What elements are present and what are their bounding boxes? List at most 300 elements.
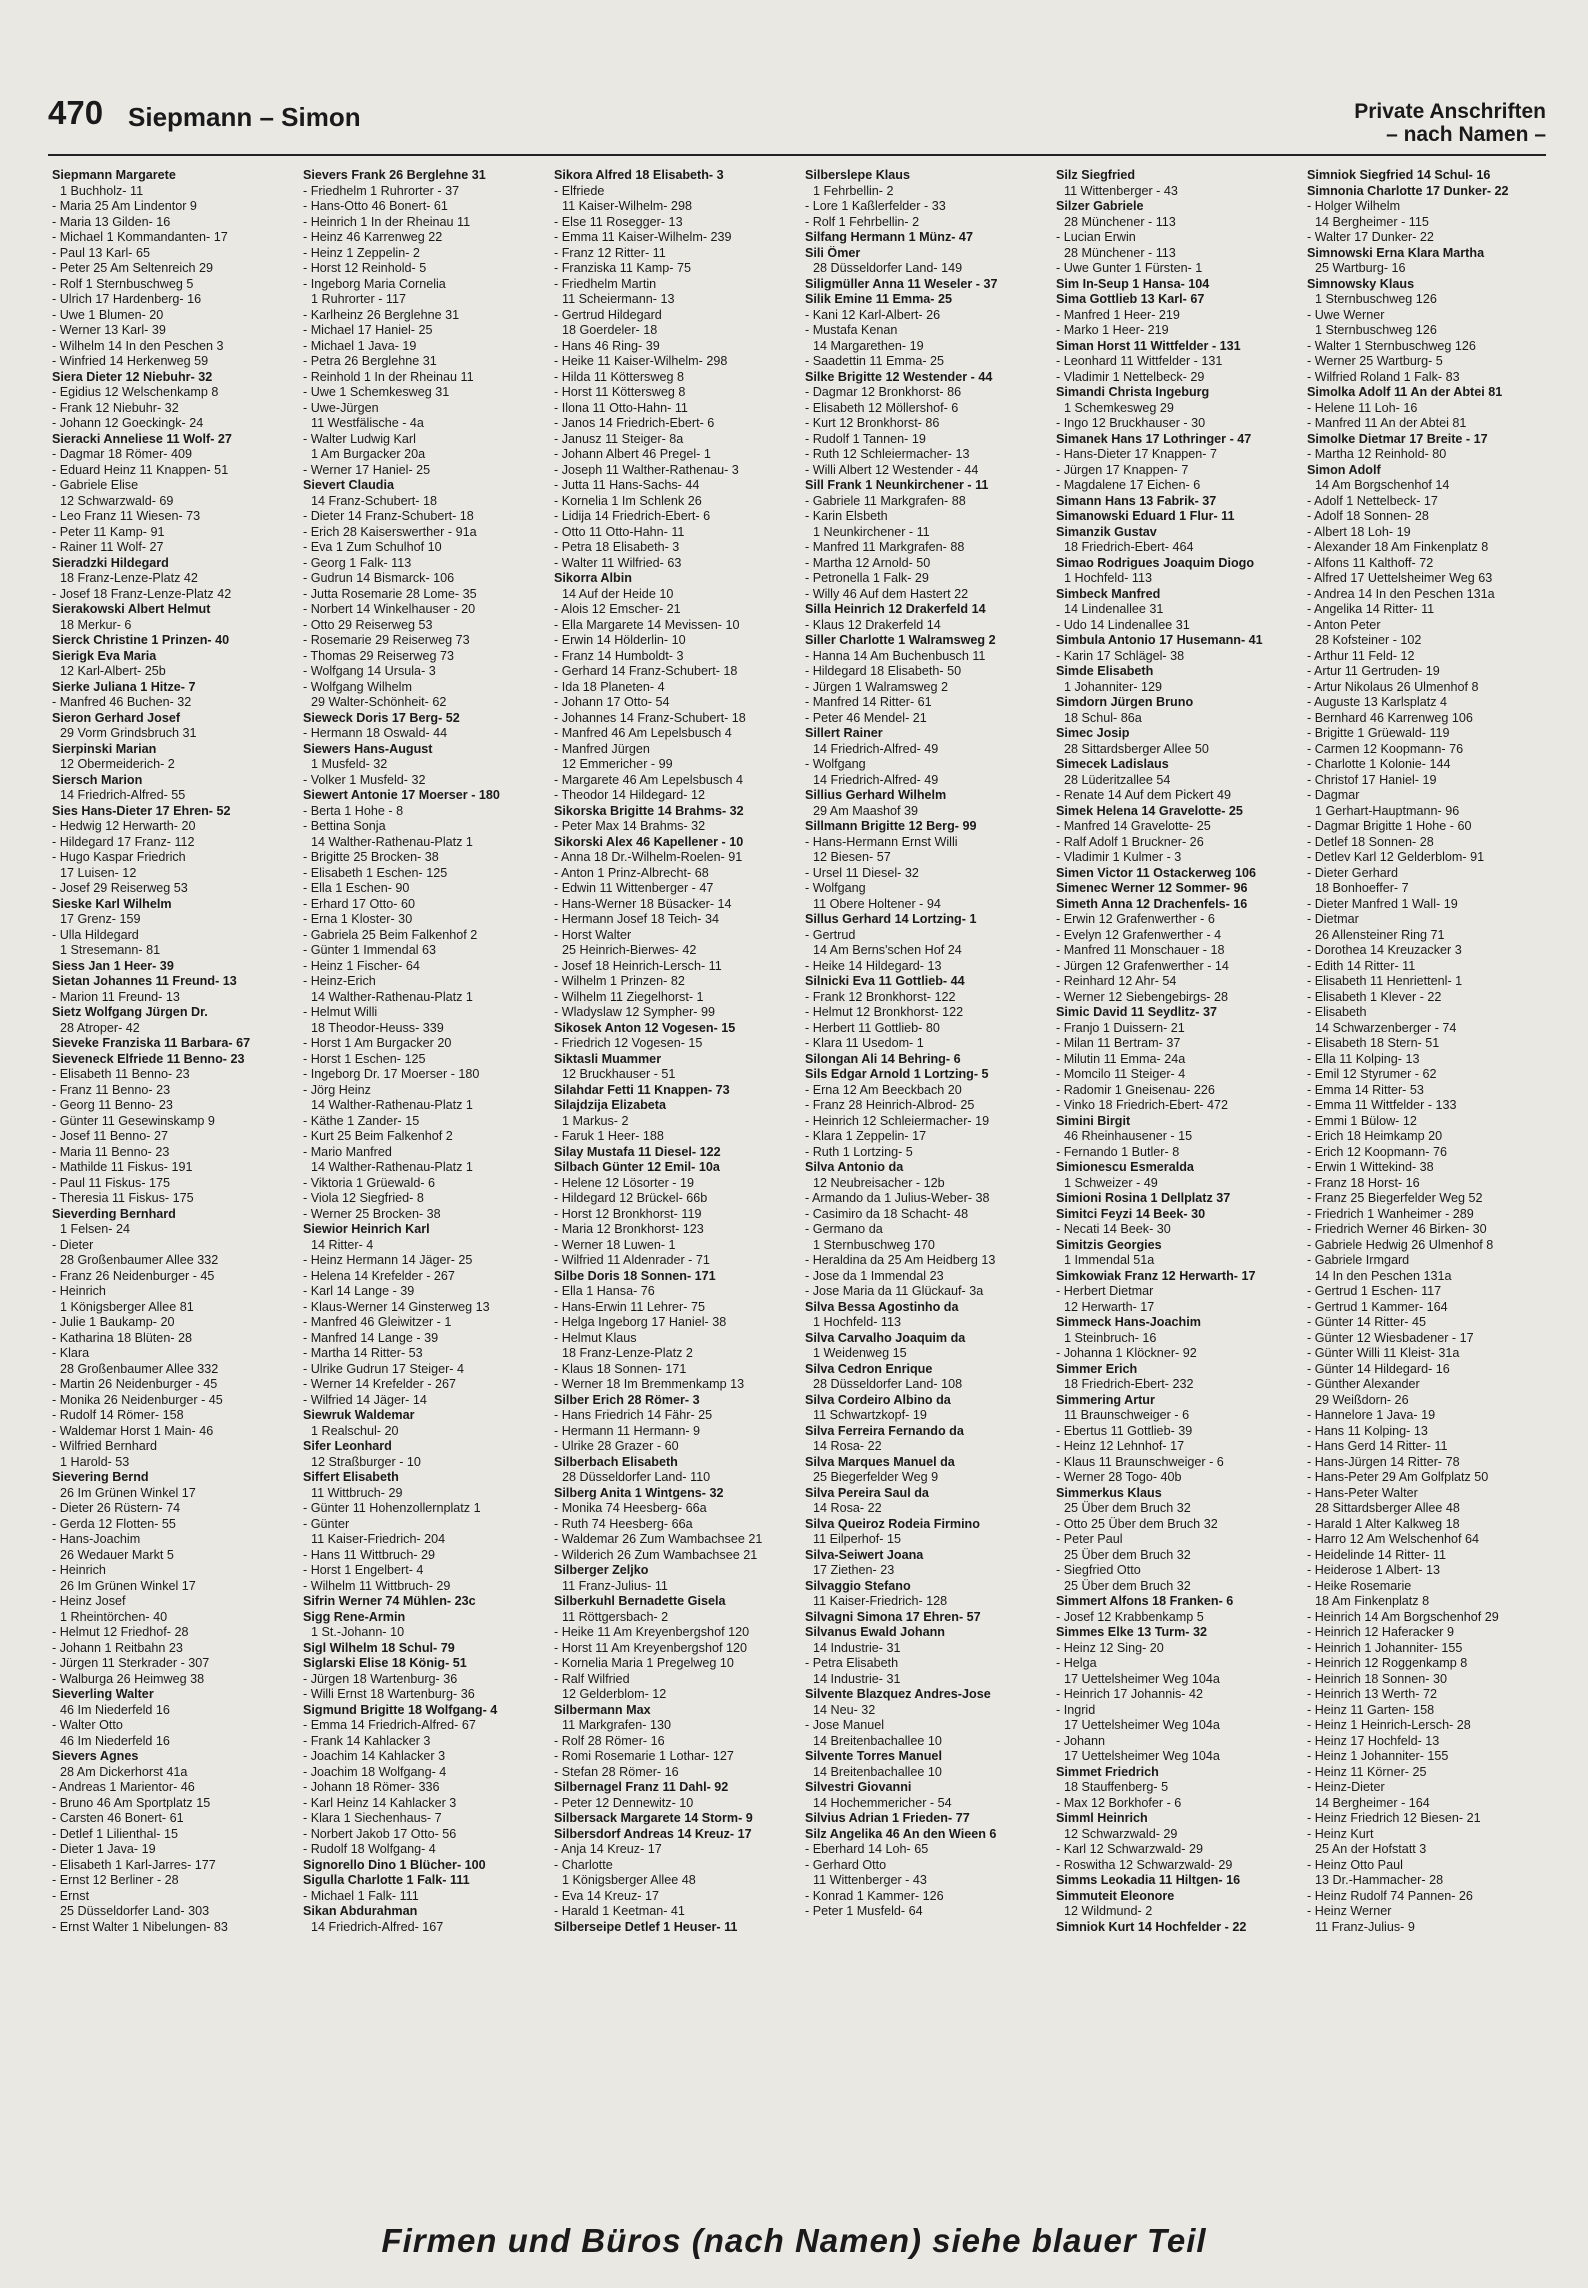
listing-entry: - Heinrich 1 In der Rheinau 11 bbox=[303, 214, 471, 229]
listing-entry: - Johanna 1 Klöckner- 92 bbox=[1056, 1346, 1197, 1360]
listing-entry: - Heinz 11 Garten- 158 bbox=[1307, 1702, 1435, 1717]
listing-entry: - Harald 1 Keetman- 41 bbox=[554, 1904, 685, 1918]
listing-entry: - Heidelinde 14 Ritter- 11 bbox=[1307, 1547, 1447, 1562]
listing-entry: - Uwe 1 Blumen- 20 bbox=[52, 307, 164, 322]
listing-entry: 14 Schwarzenberger - 74 bbox=[1315, 1020, 1457, 1035]
listing-entry: 1 Schweizer - 49 bbox=[1064, 1175, 1158, 1190]
listing-entry: - Evelyn 12 Grafenwerther - 4 bbox=[1056, 927, 1222, 942]
listing-entry: 12 Karl-Albert- 25b bbox=[60, 664, 166, 678]
listing-entry: - Klara 1 Siechenhaus- 7 bbox=[303, 1811, 442, 1825]
listing-entry: - Ulla Hildegard bbox=[52, 927, 139, 942]
listing-entry: - Heinz 1 Zeppelin- 2 bbox=[303, 245, 420, 260]
listing-entry: - Julie 1 Baukamp- 20 bbox=[52, 1315, 175, 1329]
listing-entry: 14 Friedrich-Alfred- 55 bbox=[60, 788, 186, 802]
listing-entry: - Otto 25 Über dem Bruch 32 bbox=[1056, 1516, 1218, 1531]
listing-entry: Sim In-Seup 1 Hansa- 104 bbox=[1056, 276, 1210, 291]
listing-entry: Sievering Bernd bbox=[52, 1470, 149, 1484]
listing-entry: - Joachim 14 Kahlacker 3 bbox=[303, 1749, 446, 1763]
listing-entry: - Adolf 18 Sonnen- 28 bbox=[1307, 509, 1429, 523]
listing-entry: 12 Straßburger - 10 bbox=[311, 1454, 421, 1469]
listing-entry: - Rudolf 14 Römer- 158 bbox=[52, 1408, 184, 1422]
listing-entry: - Wilhelm 14 In den Peschen 3 bbox=[52, 338, 224, 353]
listing-entry: 28 Münchener - 113 bbox=[1064, 245, 1176, 260]
listing-entry: - Dieter Gerhard bbox=[1307, 865, 1398, 880]
listing-entry: Siera Dieter 12 Niebuhr- 32 bbox=[52, 369, 213, 384]
listing-entry: - Elisabeth 1 Eschen- 125 bbox=[303, 865, 448, 880]
listing-entry: Silberseipe Detlef 1 Heuser- 11 bbox=[554, 1919, 738, 1934]
listing-entry: 17 Uettelsheimer Weg 104a bbox=[1064, 1671, 1220, 1686]
listing-entry: - Jürgen 18 Wartenburg- 36 bbox=[303, 1671, 458, 1686]
listing-entry: Siglarski Elise 18 König- 51 bbox=[303, 1656, 467, 1670]
listing-entry: Siewers Hans-August bbox=[303, 741, 433, 756]
listing-entry: 14 Am Borgschenhof 14 bbox=[1315, 478, 1450, 492]
listing-entry: - Bettina Sonja bbox=[303, 819, 386, 833]
listing-entry: 12 Neubreisacher - 12b bbox=[813, 1175, 945, 1190]
listing-entry: - Wilfried Roland 1 Falk- 83 bbox=[1307, 369, 1460, 384]
listing-entry: - Gabriele Elise bbox=[52, 478, 139, 492]
listing-entry: 28 Münchener - 113 bbox=[1064, 214, 1176, 229]
listing-entry: - Marion 11 Freund- 13 bbox=[52, 989, 180, 1004]
listing-entry: - Alfons 11 Kalthoff- 72 bbox=[1307, 555, 1434, 570]
listing-entry: Simmering Artur bbox=[1056, 1392, 1155, 1407]
listing-entry: - Heinz Friedrich 12 Biesen- 21 bbox=[1307, 1811, 1481, 1825]
listing-entry: - Paul 11 Fiskus- 175 bbox=[52, 1175, 171, 1190]
listing-entry: - Hans-Hermann Ernst Willi bbox=[805, 834, 958, 849]
listing-entry: Sifer Leonhard bbox=[303, 1439, 392, 1453]
listing-entry: - Kornelia 1 Im Schlenk 26 bbox=[554, 493, 702, 508]
listing-entry: - Andrea 14 In den Peschen 131a bbox=[1307, 586, 1495, 601]
listing-entry: Silongan Ali 14 Behring- 6 bbox=[805, 1051, 961, 1066]
listing-entry: - Horst 12 Bronkhorst- 119 bbox=[554, 1206, 702, 1221]
listing-entry: Simenec Werner 12 Sommer- 96 bbox=[1056, 881, 1248, 895]
listing-entry: 18 Friedrich-Ebert- 232 bbox=[1064, 1377, 1194, 1391]
listing-entry: - Germano da bbox=[805, 1222, 883, 1236]
listing-entry: - Walburga 26 Heimweg 38 bbox=[52, 1671, 205, 1686]
listing-entry: - Michael 17 Haniel- 25 bbox=[303, 323, 433, 337]
listing-entry: - Franz 12 Ritter- 11 bbox=[554, 245, 666, 260]
listing-entry: 28 Atroper- 42 bbox=[60, 1020, 140, 1035]
listing-entry: - Udo 14 Lindenallee 31 bbox=[1056, 617, 1190, 632]
listing-entry: Silke Brigitte 12 Westender - 44 bbox=[805, 369, 993, 384]
listing-entry: - Saadettin 11 Emma- 25 bbox=[805, 354, 945, 368]
listing-entry: Silajdzija Elizabeta bbox=[554, 1098, 666, 1112]
listing-entry: - Uwe-Jürgen bbox=[303, 400, 379, 415]
listing-entry: - Dagmar bbox=[1307, 788, 1360, 802]
listing-entry: - Detlef 18 Sonnen- 28 bbox=[1307, 834, 1434, 849]
listing-entry: - Gabriele 11 Markgrafen- 88 bbox=[805, 493, 966, 508]
listing-entry: Simioni Rosina 1 Dellplatz 37 bbox=[1056, 1191, 1231, 1205]
listing-entry: - Walter 11 Wilfried- 63 bbox=[554, 555, 682, 570]
listing-entry: - Charlotte bbox=[554, 1857, 613, 1872]
listing-entry: Sieweck Doris 17 Berg- 52 bbox=[303, 710, 460, 725]
listing-entry: Simde Elisabeth bbox=[1056, 664, 1154, 678]
listing-entry: 25 Biegerfelder Weg 9 bbox=[813, 1470, 939, 1484]
listing-entry: - Charlotte 1 Kolonie- 144 bbox=[1307, 757, 1451, 771]
listing-entry: 1 Hochfeld- 113 bbox=[813, 1315, 901, 1329]
listing-column-6 bbox=[1307, 168, 1550, 2156]
listing-entry: - Norbert 14 Winkelhauser - 20 bbox=[303, 602, 476, 616]
listing-entry: - Arthur 11 Feld- 12 bbox=[1307, 648, 1415, 663]
listing-entry: - Werner 25 Brocken- 38 bbox=[303, 1206, 441, 1221]
listing-entry: - Else 11 Rosegger- 13 bbox=[554, 214, 683, 229]
listing-entry: - Heinz Hermann 14 Jäger- 25 bbox=[303, 1253, 473, 1267]
listing-entry: - Erna 1 Kloster- 30 bbox=[303, 912, 413, 926]
listing-entry: - Peter 46 Mendel- 21 bbox=[805, 710, 927, 725]
running-head: Siepmann – Simon bbox=[128, 102, 361, 132]
listing-entry: - Holger Wilhelm bbox=[1307, 199, 1401, 213]
listing-entry: - Hildegard 18 Elisabeth- 50 bbox=[805, 664, 962, 678]
listing-entry: 11 Westfälische - 4a bbox=[311, 416, 424, 430]
listing-entry: Silbach Günter 12 Emil- 10a bbox=[554, 1160, 720, 1174]
listing-entry: - Faruk 1 Heer- 188 bbox=[554, 1129, 664, 1143]
listing-entry: Sievers Frank 26 Berglehne 31 bbox=[303, 168, 486, 182]
listing-entry: - Hans-Otto 46 Bonert- 61 bbox=[303, 199, 448, 213]
listing-entry: - Jose da 1 Immendal 23 bbox=[805, 1268, 944, 1283]
listing-entry: 14 Walther-Rathenau-Platz 1 bbox=[311, 834, 473, 849]
listing-entry: - Maria 11 Benno- 23 bbox=[52, 1144, 170, 1159]
listing-entry: - Magdalene 17 Eichen- 6 bbox=[1056, 478, 1201, 492]
listing-entry: - Manfred 11 Markgrafen- 88 bbox=[805, 540, 965, 554]
listing-entry: 26 Allensteiner Ring 71 bbox=[1315, 927, 1445, 942]
section-title-line1: Private Anschriften bbox=[1354, 100, 1546, 123]
listing-entry: - Hermann 11 Hermann- 9 bbox=[554, 1423, 701, 1438]
listing-entry: - Petra 26 Berglehne 31 bbox=[303, 354, 437, 368]
listing-entry: - Günter 14 Ritter- 45 bbox=[1307, 1315, 1426, 1329]
listing-entry: - Ralf Wilfried bbox=[554, 1671, 630, 1686]
listing-entry: 29 Weißdorn- 26 bbox=[1315, 1392, 1409, 1407]
listing-entry: - Gabriele Irmgard bbox=[1307, 1253, 1410, 1267]
listing-entry: Simnowsky Klaus bbox=[1307, 276, 1415, 291]
listing-entry: - Heinrich 1 Johanniter- 155 bbox=[1307, 1640, 1463, 1655]
listing-entry: - Wilfried 11 Aldenrader - 71 bbox=[554, 1253, 710, 1267]
listing-entry: - Friedrich 12 Vogesen- 15 bbox=[554, 1036, 703, 1050]
listing-entry: - Detlef 1 Lilienthal- 15 bbox=[52, 1826, 179, 1841]
listing-entry: 1 Johanniter- 129 bbox=[1064, 679, 1163, 694]
listing-entry: - Wolfgang Wilhelm bbox=[303, 679, 412, 694]
listing-entry: - Helmut Klaus bbox=[554, 1330, 637, 1345]
listing-entry: Silik Emine 11 Emma- 25 bbox=[805, 292, 953, 306]
listing-entry: - Heinz 12 Lehnhof- 17 bbox=[1056, 1439, 1185, 1453]
listing-entry: - Max 12 Borkhofer - 6 bbox=[1056, 1795, 1182, 1810]
listing-entry: - Hedwig 12 Herwarth- 20 bbox=[52, 819, 196, 833]
listing-entry: Silberger Zeljko bbox=[554, 1563, 649, 1577]
listing-entry: - Elisabeth 11 Benno- 23 bbox=[52, 1067, 190, 1081]
listing-entry: - Manfred 14 Lange - 39 bbox=[303, 1330, 439, 1345]
listing-entry: Simmes Elke 13 Turm- 32 bbox=[1056, 1625, 1207, 1639]
listing-entry: 1 Fehrbellin- 2 bbox=[813, 183, 894, 198]
listing-entry: - Petra 18 Elisabeth- 3 bbox=[554, 540, 680, 554]
listing-entry: - Martin 26 Neidenburger - 45 bbox=[52, 1377, 218, 1391]
listing-entry: - Heinrich 12 Roggenkamp 8 bbox=[1307, 1656, 1468, 1670]
listing-column-4 bbox=[805, 168, 1048, 2156]
listing-entry: - Ingo 12 Bruckhauser - 30 bbox=[1056, 416, 1206, 430]
listing-entry: - Ulrike Gudrun 17 Steiger- 4 bbox=[303, 1361, 464, 1376]
listing-entry: 1 Hochfeld- 113 bbox=[1064, 571, 1152, 585]
listing-entry: Silvanus Ewald Johann bbox=[805, 1625, 945, 1639]
listing-entry: - Renate 14 Auf dem Pickert 49 bbox=[1056, 788, 1232, 802]
listing-entry: Simbula Antonio 17 Husemann- 41 bbox=[1056, 633, 1263, 647]
listing-entry: - Peter 11 Kamp- 91 bbox=[52, 524, 165, 539]
listing-entry: - Hans-Dieter 17 Knappen- 7 bbox=[1056, 447, 1218, 461]
listing-entry: - Manfred 14 Gravelotte- 25 bbox=[1056, 819, 1211, 833]
listing-entry: 18 Bonhoeffer- 7 bbox=[1315, 881, 1409, 895]
listing-entry: - Werner 25 Wartburg- 5 bbox=[1307, 354, 1443, 368]
listing-entry: 1 Weidenweg 15 bbox=[813, 1346, 907, 1360]
listing-entry: - Heinz-Erich bbox=[303, 974, 376, 988]
listing-entry: 46 Im Niederfeld 16 bbox=[60, 1733, 170, 1748]
listing-entry: 11 Eilperhof- 15 bbox=[813, 1532, 901, 1546]
listing-entry: - Leo Franz 11 Wiesen- 73 bbox=[52, 509, 201, 523]
listing-entry: 1 Gerhart-Hauptmann- 96 bbox=[1315, 803, 1460, 818]
listing-entry: - Günter 11 Hohenzollernplatz 1 bbox=[303, 1501, 481, 1515]
listing-entry: - Frank 12 Bronkhorst- 122 bbox=[805, 989, 956, 1004]
listing-entry: 1 Sternbuschweg 126 bbox=[1315, 292, 1437, 306]
listing-entry: Sievers Agnes bbox=[52, 1749, 139, 1763]
listing-entry: - Anja 14 Kreuz- 17 bbox=[554, 1842, 662, 1856]
listing-entry: 17 Uettelsheimer Weg 104a bbox=[1064, 1718, 1220, 1732]
listing-entry: - Norbert Jakob 17 Otto- 56 bbox=[303, 1826, 457, 1841]
listing-entry: 28 Düsseldorfer Land- 110 bbox=[562, 1470, 711, 1484]
listing-entry: - Heinrich 12 Haferacker 9 bbox=[1307, 1625, 1454, 1639]
listing-entry: Silvente Torres Manuel bbox=[805, 1749, 942, 1763]
listing-entry: Silberkuhl Bernadette Gisela bbox=[554, 1594, 726, 1608]
listing-entry: 11 Franz-Julius- 11 bbox=[562, 1578, 668, 1593]
listing-entry: - Dietmar bbox=[1307, 912, 1359, 926]
listing-entry: - Gerhard 14 Franz-Schubert- 18 bbox=[554, 664, 738, 678]
listing-entry: - Horst 1 Eschen- 125 bbox=[303, 1051, 426, 1066]
listing-entry: Sikorski Alex 46 Kapellener - 10 bbox=[554, 834, 744, 849]
listing-entry: - Helga bbox=[1056, 1656, 1097, 1670]
listing-entry: - Heike 14 Hildegard- 13 bbox=[805, 958, 942, 973]
listing-entry: 14 Bergheimer - 164 bbox=[1315, 1795, 1430, 1810]
listing-entry: - Necati 14 Beek- 30 bbox=[1056, 1222, 1171, 1236]
listing-entry: - Heinz Josef bbox=[52, 1594, 126, 1608]
listing-entry: - Klaus-Werner 14 Ginsterweg 13 bbox=[303, 1299, 490, 1314]
listing-entry: 12 Obermeiderich- 2 bbox=[60, 757, 175, 771]
listing-entry: 28 Am Dickerhorst 41a bbox=[60, 1764, 188, 1779]
listing-entry: - Manfred 1 Heer- 219 bbox=[1056, 307, 1180, 322]
listing-entry: 18 Franz-Lenze-Platz 42 bbox=[60, 571, 198, 585]
listing-entry: Silva Pereira Saul da bbox=[805, 1485, 929, 1500]
listing-entry: - Manfred 11 Monschauer - 18 bbox=[1056, 943, 1225, 957]
listing-entry: 28 Großenbaumer Allee 332 bbox=[60, 1253, 219, 1267]
listing-entry: - Georg 11 Benno- 23 bbox=[52, 1098, 173, 1112]
listing-entry: - Frank 12 Niebuhr- 32 bbox=[52, 400, 179, 415]
listing-entry: - Karlheinz 26 Berglehne 31 bbox=[303, 307, 460, 322]
listing-entry: 18 Stauffenberg- 5 bbox=[1064, 1780, 1169, 1794]
listing-entry: Silber Erich 28 Römer- 3 bbox=[554, 1392, 700, 1407]
listing-entry: Sillius Gerhard Wilhelm bbox=[805, 788, 947, 802]
listing-entry: - Karin Elsbeth bbox=[805, 509, 888, 523]
listing-entry: - Leonhard 11 Wittfelder - 131 bbox=[1056, 354, 1223, 368]
listing-entry: 28 Lüderitzallee 54 bbox=[1064, 772, 1171, 787]
listing-entry: - Ella 1 Hansa- 76 bbox=[554, 1284, 655, 1298]
listing-entry: Silnicki Eva 11 Gottlieb- 44 bbox=[805, 974, 965, 988]
listing-entry: - Hans-Erwin 11 Lehrer- 75 bbox=[554, 1299, 705, 1314]
listing-entry: - Horst 1 Engelbert- 4 bbox=[303, 1563, 424, 1577]
listing-entry: - Edith 14 Ritter- 11 bbox=[1307, 958, 1416, 973]
listing-entry: 1 Königsberger Allee 48 bbox=[562, 1873, 696, 1887]
listing-entry: Silzer Gabriele bbox=[1056, 199, 1144, 213]
listing-entry: - Horst Walter bbox=[554, 927, 632, 942]
listing-entry: - Jutta 11 Hans-Sachs- 44 bbox=[554, 478, 700, 492]
listing-entry: - Petra Elisabeth bbox=[805, 1656, 899, 1670]
listing-entry: - Erna 12 Am Beeckbach 20 bbox=[805, 1082, 962, 1097]
listing-entry: - Egidius 12 Welschenkamp 8 bbox=[52, 385, 219, 399]
listing-entry: - Artur Nikolaus 26 Ulmenhof 8 bbox=[1307, 679, 1479, 694]
listing-entry: Sikosek Anton 12 Vogesen- 15 bbox=[554, 1020, 736, 1035]
listing-entry: 1 St.-Johann- 10 bbox=[311, 1625, 405, 1639]
listing-entry: - Michael 1 Kommandanten- 17 bbox=[52, 230, 228, 244]
listing-entry: - Emil 12 Styrumer - 62 bbox=[1307, 1067, 1437, 1081]
listing-entry: - Horst 11 Am Kreyenbergshof 120 bbox=[554, 1640, 747, 1655]
listing-entry: 11 Scheiermann- 13 bbox=[562, 292, 675, 306]
listing-entry: Simbeck Manfred bbox=[1056, 586, 1161, 601]
listing-entry: - Willi Ernst 18 Wartenburg- 36 bbox=[303, 1687, 475, 1701]
listing-entry: 12 Gelderblom- 12 bbox=[562, 1687, 667, 1701]
listing-entry: 14 Lindenallee 31 bbox=[1064, 602, 1164, 616]
listing-entry: Sikan Abdurahman bbox=[303, 1904, 418, 1918]
listing-entry: - Jose Maria da 11 Glückauf- 3a bbox=[805, 1284, 984, 1298]
listing-entry: 25 Über dem Bruch 32 bbox=[1064, 1501, 1191, 1515]
listing-entry: - Gertrud 1 Eschen- 117 bbox=[1307, 1284, 1442, 1298]
listing-entry: Siersch Marion bbox=[52, 772, 143, 787]
listing-entry: - Hermann 18 Oswald- 44 bbox=[303, 726, 448, 740]
listing-entry: - Hans-Peter Walter bbox=[1307, 1485, 1418, 1500]
listing-entry: - Helmut 12 Bronkhorst- 122 bbox=[805, 1005, 964, 1019]
listing-entry: - Peter 25 Am Seltenreich 29 bbox=[52, 261, 214, 275]
listing-entry: - Ebertus 11 Gottlieb- 39 bbox=[1056, 1423, 1193, 1438]
listing-entry: Sili Ömer bbox=[805, 245, 861, 260]
listing-entry: - Maria 13 Gilden- 16 bbox=[52, 214, 171, 229]
listing-entry: Siewert Antonie 17 Moerser - 180 bbox=[303, 788, 500, 802]
listing-entry: Simeth Anna 12 Drachenfels- 16 bbox=[1056, 896, 1248, 911]
listing-entry: - Klara bbox=[52, 1346, 90, 1360]
listing-entry: - Albert 18 Loh- 19 bbox=[1307, 524, 1411, 539]
listing-entry: - Franz 18 Horst- 16 bbox=[1307, 1175, 1420, 1190]
listing-entry: - Hans-Joachim bbox=[52, 1532, 141, 1546]
listing-entry: - Gerhard Otto bbox=[805, 1857, 887, 1872]
listing-entry: - Brigitte 25 Brocken- 38 bbox=[303, 850, 439, 864]
listing-entry: - Jürgen 12 Grafenwerther - 14 bbox=[1056, 958, 1229, 973]
listing-entry: Sigulla Charlotte 1 Falk- 111 bbox=[303, 1873, 470, 1887]
listing-entry: - Hildegard 12 Brückel- 66b bbox=[554, 1191, 708, 1205]
listing-entry: - Werner 13 Karl- 39 bbox=[52, 323, 166, 337]
listing-entry: - Janusz 11 Steiger- 8a bbox=[554, 431, 684, 446]
listing-entry: 12 Emmericher - 99 bbox=[562, 757, 673, 771]
listing-entry: - Milutin 11 Emma- 24a bbox=[1056, 1051, 1186, 1066]
listing-entry: - Hans Gerd 14 Ritter- 11 bbox=[1307, 1439, 1448, 1453]
listing-entry: 25 An der Hofstatt 3 bbox=[1315, 1842, 1427, 1856]
listing-entry: 1 Buchholz- 11 bbox=[60, 183, 144, 198]
page-header bbox=[48, 92, 1546, 156]
listing-entry: - Dieter 26 Rüstern- 74 bbox=[52, 1501, 181, 1515]
listing-entry: - Wilfried 14 Jäger- 14 bbox=[303, 1392, 427, 1407]
listing-entry: Sigg Rene-Armin bbox=[303, 1609, 406, 1624]
listing-entry: 29 Vorm Grindsbruch 31 bbox=[60, 726, 197, 740]
listing-entry: - Josef 29 Reiserweg 53 bbox=[52, 881, 188, 895]
listing-entry: - Emmi 1 Bülow- 12 bbox=[1307, 1113, 1417, 1128]
listing-entry: - Emma 14 Ritter- 53 bbox=[1307, 1082, 1424, 1097]
listing-entry: Silz Angelika 46 An den Wieen 6 bbox=[805, 1826, 997, 1841]
listing-entry: - Carmen 12 Koopmann- 76 bbox=[1307, 741, 1464, 756]
listing-entry: - Winfried 14 Herkenweg 59 bbox=[52, 354, 209, 368]
listing-entry: - Elisabeth 1 Karl-Jarres- 177 bbox=[52, 1857, 216, 1872]
listing-entry: - Dieter Manfred 1 Wall- 19 bbox=[1307, 896, 1458, 911]
listing-entry: Sigmund Brigitte 18 Wolfgang- 4 bbox=[303, 1702, 498, 1717]
listing-entry: - Erwin 12 Grafenwerther - 6 bbox=[1056, 912, 1215, 926]
listing-entry: Sieverling Walter bbox=[52, 1687, 154, 1701]
listing-entry: 1 Immendal 51a bbox=[1064, 1253, 1155, 1267]
listing-entry: 13 Dr.-Hammacher- 28 bbox=[1315, 1873, 1444, 1887]
listing-entry: Silbersdorf Andreas 14 Kreuz- 17 bbox=[554, 1826, 752, 1841]
listing-entry: - Monika 26 Neidenburger - 45 bbox=[52, 1392, 223, 1407]
listing-entry: - Harro 12 Am Welschenhof 64 bbox=[1307, 1532, 1479, 1546]
listing-entry: - Werner 28 Togo- 40b bbox=[1056, 1470, 1182, 1484]
listing-entry: 11 Markgrafen- 130 bbox=[562, 1718, 671, 1732]
listing-entry: - Hildegard 17 Franz- 112 bbox=[52, 834, 195, 849]
listing-entry: 14 Neu- 32 bbox=[813, 1702, 876, 1717]
listing-entry: - Ernst bbox=[52, 1888, 90, 1903]
listing-entry: 29 Walter-Schönheit- 62 bbox=[311, 695, 447, 709]
listing-entry: - Michael 1 Java- 19 bbox=[303, 338, 417, 353]
listing-entry: - Heinz 1 Heinrich-Lersch- 28 bbox=[1307, 1718, 1471, 1732]
listing-entry: - Willy 46 Auf dem Hastert 22 bbox=[805, 586, 969, 601]
listing-entry: Siligmüller Anna 11 Weseler - 37 bbox=[805, 276, 998, 291]
listing-entry: 12 Herwarth- 17 bbox=[1064, 1299, 1155, 1314]
listing-entry: Sierpinski Marian bbox=[52, 741, 157, 756]
listing-entry: - Maria 25 Am Lindentor 9 bbox=[52, 199, 197, 213]
listing-entry: - Janos 14 Friedrich-Ebert- 6 bbox=[554, 416, 715, 430]
listing-entry: - Jutta Rosemarie 28 Lome- 35 bbox=[303, 586, 477, 601]
listing-entry: 26 Wedauer Markt 5 bbox=[60, 1547, 174, 1562]
listing-entry: 14 Ritter- 4 bbox=[311, 1237, 374, 1252]
listing-entry: Sierke Juliana 1 Hitze- 7 bbox=[52, 679, 196, 694]
listing-entry: Sierakowski Albert Helmut bbox=[52, 602, 211, 616]
listing-entry: - Anna 18 Dr.-Wilhelm-Roelen- 91 bbox=[554, 850, 743, 864]
listing-entry: - Ingeborg Dr. 17 Moerser - 180 bbox=[303, 1067, 480, 1081]
listing-entry: Silfang Hermann 1 Münz- 47 bbox=[805, 230, 973, 244]
listing-entry: - Klara 1 Zeppelin- 17 bbox=[805, 1129, 927, 1143]
listing-entry: Simmer Erich bbox=[1056, 1361, 1138, 1376]
listing-entry: - Werner 17 Haniel- 25 bbox=[303, 462, 431, 477]
listing-entry: Simnowski Erna Klara Martha bbox=[1307, 245, 1485, 260]
listing-entry: Sieveke Franziska 11 Barbara- 67 bbox=[52, 1036, 251, 1050]
listing-entry: Siess Jan 1 Heer- 39 bbox=[52, 958, 174, 973]
listing-entry: - Anton 1 Prinz-Albrecht- 68 bbox=[554, 865, 709, 880]
listing-entry: - Jörg Heinz bbox=[303, 1082, 371, 1097]
listing-entry: 18 Am Finkenplatz 8 bbox=[1315, 1594, 1430, 1608]
listing-entry: 12 Schwarzwald- 29 bbox=[1064, 1826, 1178, 1841]
listing-entry: Silva Antonio da bbox=[805, 1160, 904, 1174]
listing-entry: - Harald 1 Alter Kalkweg 18 bbox=[1307, 1516, 1460, 1531]
listing-entry: - Peter Paul bbox=[1056, 1532, 1123, 1546]
listing-entry: - Werner 12 Siebengebirgs- 28 bbox=[1056, 989, 1228, 1004]
listing-entry: - Joseph 11 Walther-Rathenau- 3 bbox=[554, 462, 739, 477]
listing-entry: - Willi Albert 12 Westender - 44 bbox=[805, 462, 979, 477]
listing-entry: - Wilhelm 1 Prinzen- 82 bbox=[554, 974, 685, 988]
listing-entry: - Dagmar 12 Bronkhorst- 86 bbox=[805, 385, 962, 399]
listing-entry: Silvagni Simona 17 Ehren- 57 bbox=[805, 1609, 981, 1624]
listing-entry: - Alexander 18 Am Finkenplatz 8 bbox=[1307, 540, 1489, 554]
listing-entry: - Günter Willi 11 Kleist- 31a bbox=[1307, 1346, 1460, 1360]
listing-entry: - Friedhelm Martin bbox=[554, 276, 657, 291]
listing-entry: - Fernando 1 Butler- 8 bbox=[1056, 1144, 1180, 1159]
listing-entry: - Emma 11 Wittfelder - 133 bbox=[1307, 1098, 1457, 1112]
listing-entry: - Heike 11 Am Kreyenbergshof 120 bbox=[554, 1625, 750, 1639]
listing-entry: - Gabriele Hedwig 26 Ulmenhof 8 bbox=[1307, 1237, 1494, 1252]
footer-note: Firmen und Büros (nach Namen) siehe blauer Teil bbox=[381, 2222, 1207, 2259]
